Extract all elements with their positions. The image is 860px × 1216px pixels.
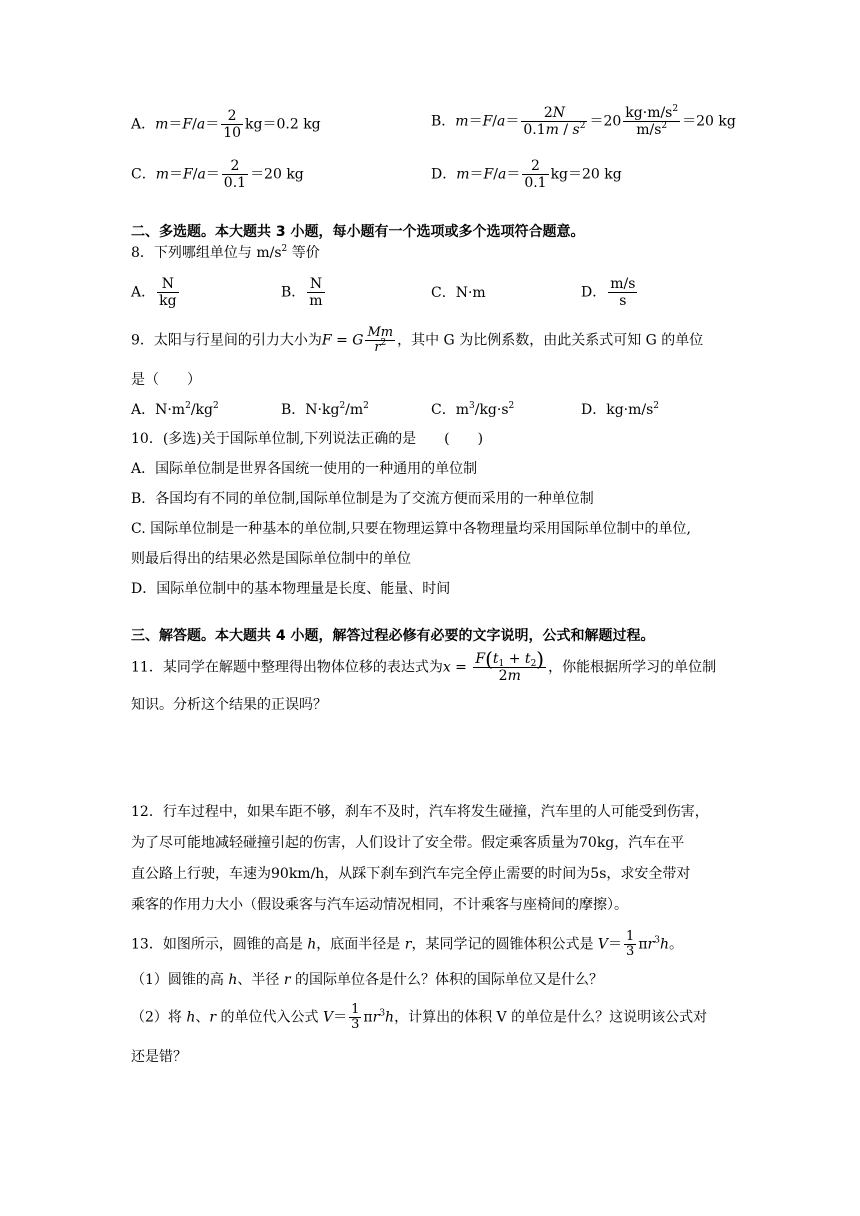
q7-option-b: B．m＝F/a＝ $\frac{2N}{0.1m / s^2}$ ＝20 $\frac{kg\cdot m/s^2}{m/s^2}$ ＝20 kg	[431, 104, 736, 138]
q9-stem: 9．太阳与行星间的引力大小为F = G $\frac{Mm}{r^2}$ ，其中 G 为比例系数，由此关系式可知 G 的单位	[131, 325, 704, 355]
q10-option-d: D．国际单位制中的基本物理量是长度、能量、时间	[131, 581, 451, 597]
q9-option-a: A．$N\cdot m^2/kg^2$	[131, 401, 219, 418]
q7-option-d: D．m＝F/a＝ $\frac{2}{0.1}$ kg＝20 kg	[431, 158, 622, 191]
q9-option-c: C．$m^3/kg\cdot s^2$	[431, 401, 515, 418]
q10-option-b: B．各国均有不同的单位制,国际单位制是为了交流方便而采用的一种单位制	[131, 491, 594, 507]
q13-part2-line2: 还是错？	[131, 1049, 187, 1065]
q13-part1: （1）圆锥的高 h、半径 r 的国际单位各是什么？体积的国际单位又是什么？	[131, 972, 603, 988]
q10-option-c-line2: 则最后得出的结果必然是国际单位制中的单位	[131, 551, 411, 567]
q11-stem: 11．某同学在解题中整理得出物体位移的表达式为x = $\frac{F(t_1 + t_2)}{2m}$ ，你能根据所学习的单位制	[131, 647, 717, 684]
q11-stem-line2: 知识。分析这个结果的正误吗？	[131, 697, 327, 713]
q13-part2: （2）将 h、r 的单位代入公式 V＝ $\frac{1}{3}$ $\pi r^3h$，计算出的体积 V 的单位是什么？这说明该公式对	[131, 1002, 708, 1032]
q9-option-d: D．$kg\cdot m/s^2$	[581, 401, 660, 418]
q8-option-a: A． $\frac{N}{kg}$	[131, 276, 177, 309]
q7-option-c: C．m＝F/a＝ $\frac{2}{0.1}$ ＝20 kg	[131, 158, 304, 191]
q9-stem-line2: 是（ ）	[131, 372, 201, 388]
q9-option-b: B．$N\cdot kg^2/m^2$	[281, 401, 369, 418]
section-heading-multi-choice: 二、多选题。本大题共 3 小题，每小题有一个选项或多个选项符合题意。	[131, 224, 585, 240]
q12-line2: 为了尽可能地减轻碰撞引起的伤害，人们设计了安全带。假定乘客质量为70kg，汽车在平	[131, 835, 685, 851]
q13-stem: 13．如图所示，圆锥的高是 h，底面半径是 r，某同学记的圆锥体积公式是 V＝ $\frac{1}{3}$ $\pi r^3h$。	[131, 929, 683, 959]
q12-line1: 12．行车过程中，如果车距不够，刹车不及时，汽车将发生碰撞，汽车里的人可能受到伤害，	[131, 804, 709, 820]
q8-option-b: B． $\frac{N}{m}$	[281, 276, 323, 309]
q7-option-a: A．m＝F/a＝ $\frac{2}{10}$ kg＝0.2 kg	[131, 108, 321, 141]
q12-line4: 乘客的作用力大小（假设乘客与汽车运动情况相同，不计乘客与座椅间的摩擦）。	[131, 897, 628, 913]
q10-option-c: C. 国际单位制是一种基本的单位制,只要在物理运算中各物理量均采用国际单位制中的单位,	[131, 521, 692, 537]
q8-stem: 8．下列哪组单位与 $m/s^2$ 等价	[131, 244, 320, 261]
q10-option-a: A．国际单位制是世界各国统一使用的一种通用的单位制	[131, 461, 478, 477]
section-heading-answer: 三、解答题。本大题共 4 小题，解答过程必修有必要的文字说明，公式和解题过程。	[131, 628, 655, 644]
q12-line3: 直公路上行驶，车速为90km/h，从踩下刹车到汽车完全停止需要的时间为5s，求安全带对	[131, 866, 691, 882]
q10-stem: 10．(多选)关于国际单位制,下列说法正确的是 ( )	[131, 431, 484, 447]
q8-option-c: C．N·m	[431, 285, 486, 301]
q8-option-d: D． $\frac{m/s}{s}$	[581, 276, 636, 309]
